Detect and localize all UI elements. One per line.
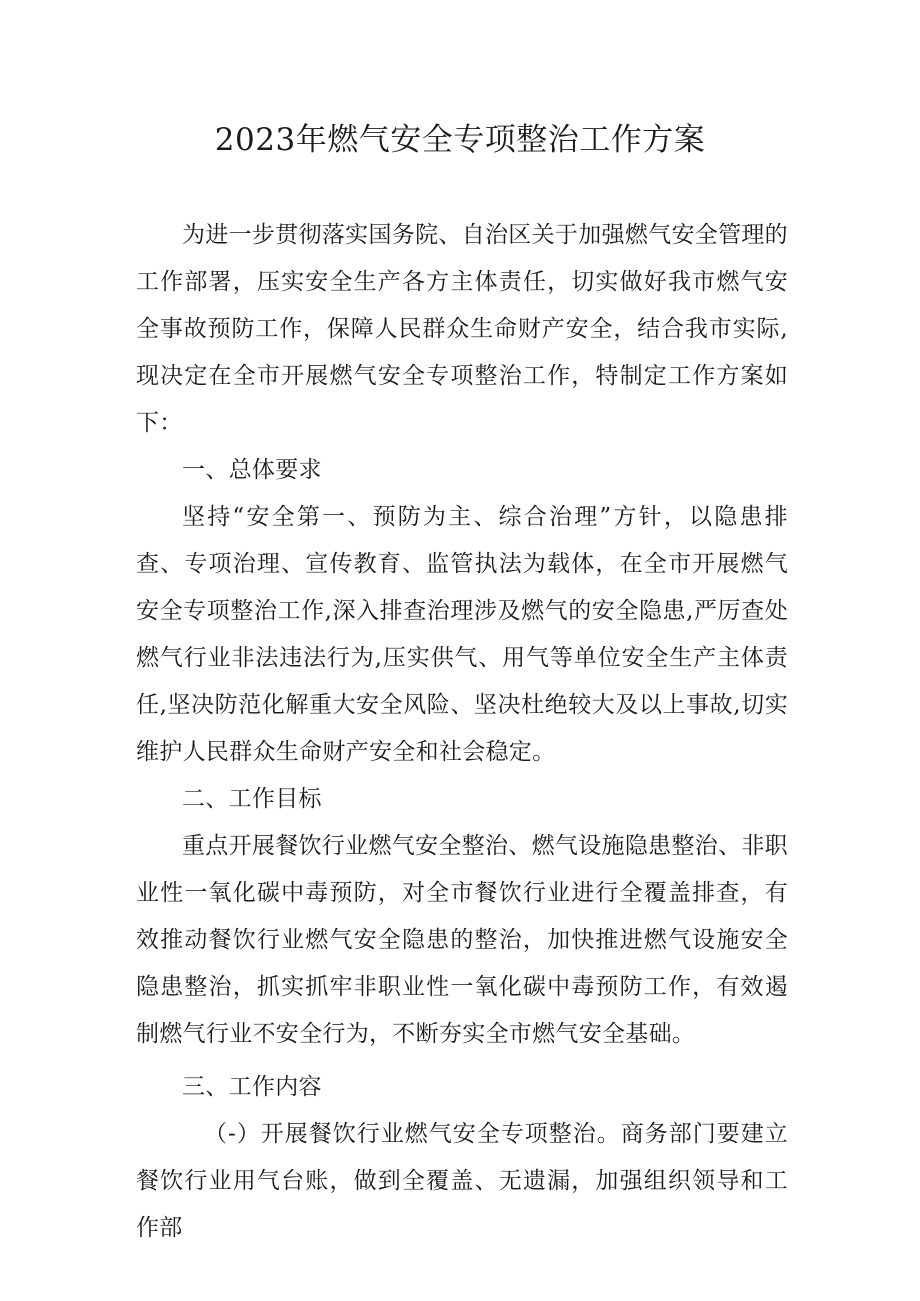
intro-paragraph: 为进一步贯彻落实国务院、自治区关于加强燃气安全管理的工作部署，压实安全生产各方主体责任，切实做好我市燃气安全事故预防工作，保障人民群众生命财产安全，结合我市实际,现决定在全市开展燃气安全专项整治工作，特制定工作方案如下： <box>136 222 788 436</box>
section-text-overall-requirements: 坚持“安全第一、预防为主、综合治理”方针，以隐患排查、专项治理、宣传教育、监管执法为载体，在全市开展燃气安全专项整治工作,深入排查治理涉及燃气的安全隐患,严厉查处燃气行业非法违法行为,压实供气、用气等单位安全生产主体责任,坚决防范化解重大安全风险、坚决杜绝较大及以上事故,切实维护人民群众生命财产安全和社会稳定。 <box>136 504 788 765</box>
section-text-work-goals: 重点开展餐饮行业燃气安全整治、燃气设施隐患整治、非职业性一氧化碳中毒预防，对全市餐饮行业进行全覆盖排查，有效推动餐饮行业燃气安全隐患的整治，加快推进燃气设施安全隐患整治，抓实抓牢非职业性一氧化碳中毒预防工作，有效遏制燃气行业不安全行为，不断夯实全市燃气安全基础。 <box>136 833 788 1047</box>
section-heading-work-content: 三、工作内容 <box>182 1074 322 1100</box>
document-title: 2023年燃气安全专项整治工作方案 <box>214 122 706 158</box>
section-heading-work-goals: 二、工作目标 <box>182 786 322 812</box>
document-body <box>136 212 788 1252</box>
section-text-work-content: （-）开展餐饮行业燃气安全专项整治。商务部门要建立餐饮行业用气台账，做到全覆盖、无遗漏，加强组织领导和工作部 <box>136 1121 788 1241</box>
section-heading-overall-requirements: 一、总体要求 <box>182 457 322 483</box>
